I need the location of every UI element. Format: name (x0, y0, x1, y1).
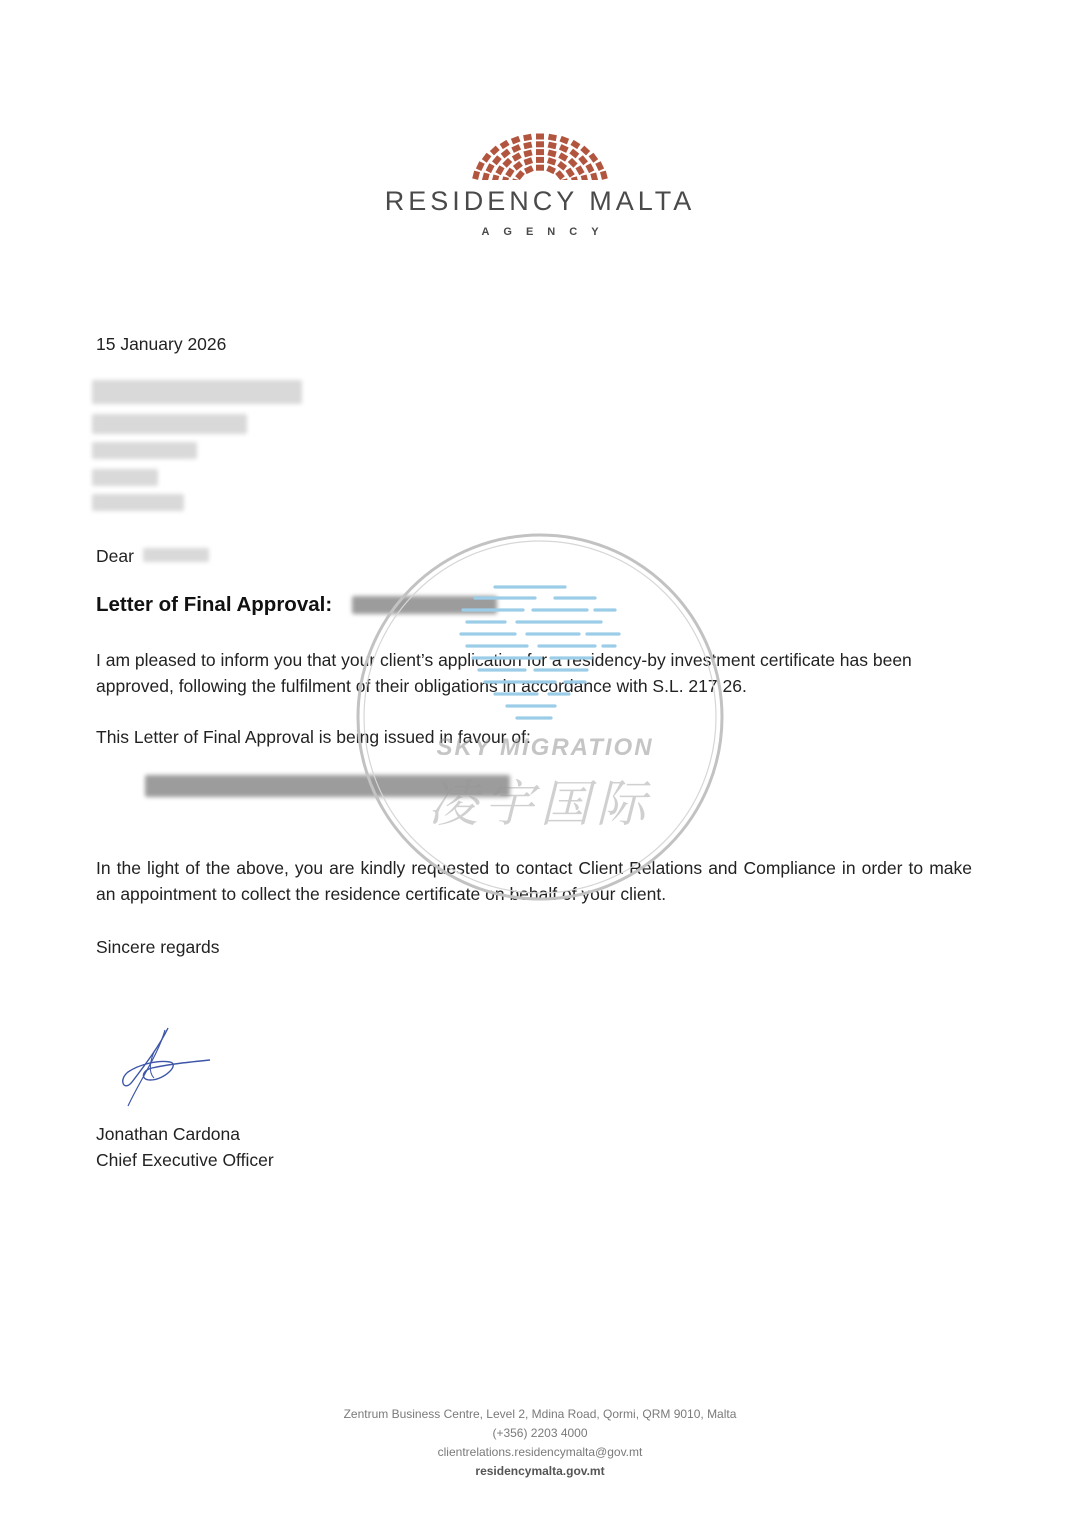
logo-tile (501, 149, 511, 159)
redacted-recipient-name (143, 548, 209, 562)
logo-tile (557, 161, 567, 171)
logo-tile (569, 149, 579, 159)
logo-tile (513, 161, 523, 171)
footer-phone: (+356) 2203 4000 (492, 1426, 588, 1440)
logo-tile (595, 161, 604, 171)
logo-tile (561, 178, 569, 180)
logo-tile (511, 144, 521, 153)
logo-tile (581, 174, 589, 180)
logo-tile (565, 168, 574, 178)
paragraph-appointment: In the light of the above, you are kindly requested to contact Client Relations and Compliance in order to make an appointment to collect the residence certificate on behalf of your client. (96, 858, 972, 904)
logo-tile (490, 146, 500, 156)
footer-email: clientrelations.residencymalta@gov.mt (437, 1445, 643, 1459)
logo-tile (558, 152, 568, 161)
logo-tile (523, 134, 532, 141)
paragraph-in-favour: This Letter of Final Approval is being issued in favour of: (96, 727, 531, 747)
logo-tile (511, 136, 521, 145)
logo-tile (547, 149, 556, 157)
logo-tile (515, 170, 525, 180)
logo-tile (536, 141, 544, 147)
signatory-block (96, 1121, 274, 1173)
logo-tile (523, 149, 532, 157)
logo-tile (600, 171, 608, 180)
logo-tile (559, 144, 569, 153)
logo-tile (575, 165, 584, 175)
logo-tile (589, 153, 599, 163)
logo-tile (590, 172, 598, 180)
logo-tile (555, 170, 565, 180)
letter-date: 15 January 2026 (96, 334, 227, 354)
logo-tile (546, 165, 556, 174)
logo-tile (547, 157, 557, 165)
logo-tile (571, 176, 579, 180)
logo-tile (536, 134, 544, 140)
logo-tile (472, 171, 480, 180)
redacted-reference (352, 596, 497, 614)
logo-tile (500, 140, 510, 149)
logo-tile (495, 165, 504, 175)
footer-website: residencymalta.gov.mt (475, 1464, 605, 1478)
logo-tile (524, 165, 534, 174)
logo-tile (536, 149, 544, 155)
logo-tile (536, 165, 544, 171)
logo-tile (491, 174, 499, 180)
signature-image (110, 1020, 220, 1115)
logo-tile (580, 146, 590, 156)
signatory-name: Jonathan Cardona (96, 1124, 240, 1144)
logo-tile (559, 136, 569, 145)
logo-tile (501, 176, 509, 180)
closing: Sincere regards (96, 937, 220, 957)
logo-tile (492, 155, 502, 165)
logo-title: RESIDENCY MALTA (384, 186, 696, 216)
logo-tile (511, 178, 519, 180)
logo-tile (524, 157, 534, 165)
logo-subtitle: AGENCY (481, 226, 613, 238)
logo-tile (536, 157, 544, 163)
logo-tile (523, 142, 532, 150)
watermark-text-cn: 凌宇国际 (428, 775, 652, 833)
letter-subject: Letter of Final Approval: (96, 593, 333, 616)
logo-tile (548, 134, 557, 141)
watermark-text-en: SKY MIGRATION (436, 734, 654, 761)
logo-tile (502, 158, 512, 168)
logo-tile (578, 155, 588, 165)
logo-tile (482, 153, 492, 163)
footer-address: Zentrum Business Centre, Level 2, Mdina Road, Qormi, QRM 9010, Malta (343, 1407, 737, 1421)
logo-tile (482, 172, 490, 180)
logo-tile (570, 140, 580, 149)
signatory-title: Chief Executive Officer (96, 1150, 274, 1170)
watermark-stamp-icon (355, 532, 725, 902)
logo-tile (512, 152, 522, 161)
residency-malta-logo-icon (460, 110, 620, 180)
logo-tile (486, 163, 495, 173)
logo-tile (476, 161, 485, 171)
logo-tile (568, 158, 578, 168)
salutation: Dear (96, 546, 134, 566)
paragraph-approval: I am pleased to inform you that your client’s application for a residency-by investment certificate has been approved, following the fulfilment of their obligations in accordance with S.L. 217.26. (96, 650, 912, 696)
logo-tile (585, 163, 594, 173)
logo-tile (548, 142, 557, 150)
logo-tile (505, 168, 514, 178)
